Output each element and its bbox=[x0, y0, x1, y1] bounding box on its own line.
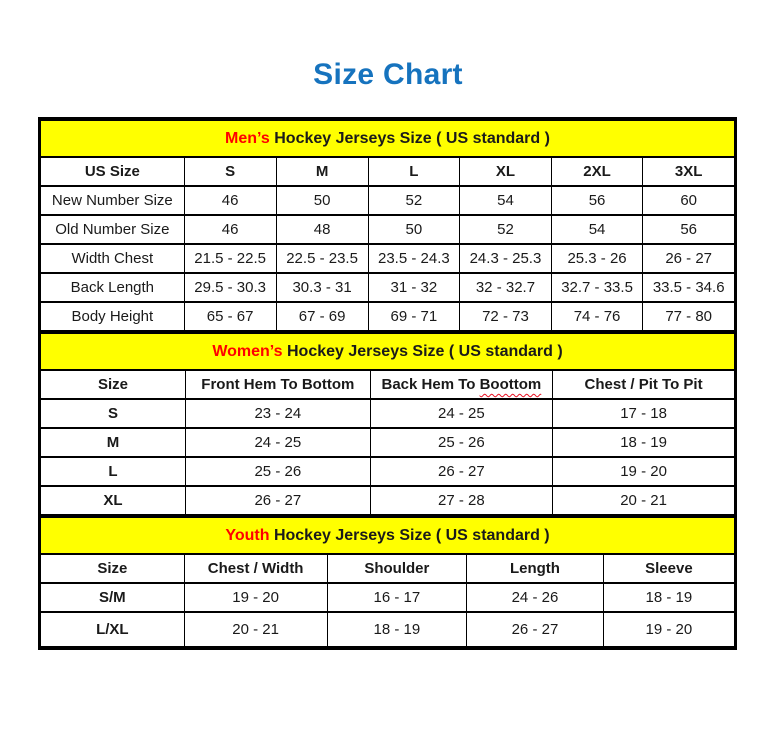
page-title: Size Chart bbox=[313, 58, 463, 91]
womens-banner-row bbox=[41, 333, 735, 370]
size-value-cell: 50 bbox=[276, 186, 368, 215]
mens-col-header-2xl: 2XL bbox=[551, 157, 643, 186]
row-label: S/M bbox=[41, 583, 185, 612]
row-label: Body Height bbox=[41, 302, 185, 331]
size-value-cell: 24 - 25 bbox=[186, 428, 371, 457]
size-value-cell: 69 - 71 bbox=[368, 302, 460, 331]
womens-col-header-size: Size bbox=[41, 370, 186, 399]
mens-banner-text: Hockey Jerseys Size ( US standard ) bbox=[274, 129, 550, 147]
mens-col-header-3xl: 3XL bbox=[643, 157, 735, 186]
size-value-cell: 23 - 24 bbox=[186, 399, 371, 428]
mens-size-table bbox=[40, 119, 735, 332]
size-value-cell: 72 - 73 bbox=[460, 302, 552, 331]
mens-col-header-m: M bbox=[276, 157, 368, 186]
size-value-cell: 52 bbox=[460, 215, 552, 244]
mens-row-body-height bbox=[41, 302, 735, 331]
size-value-cell: 74 - 76 bbox=[551, 302, 643, 331]
size-value-cell: 48 bbox=[276, 215, 368, 244]
mens-banner-row bbox=[41, 120, 735, 157]
size-value-cell: 46 bbox=[184, 215, 276, 244]
row-label: Back Length bbox=[41, 273, 185, 302]
youth-banner-row bbox=[41, 517, 735, 554]
youth-col-header-sleeve: Sleeve bbox=[603, 554, 734, 583]
size-value-cell: 26 - 27 bbox=[370, 457, 553, 486]
mens-row-old-number-size bbox=[41, 215, 735, 244]
size-value-cell: 56 bbox=[551, 186, 643, 215]
size-value-cell: 26 - 27 bbox=[467, 612, 604, 647]
size-value-cell: 22.5 - 23.5 bbox=[276, 244, 368, 273]
size-value-cell: 24.3 - 25.3 bbox=[460, 244, 552, 273]
size-value-cell: 26 - 27 bbox=[186, 486, 371, 515]
size-value-cell: 54 bbox=[551, 215, 643, 244]
size-chart-page bbox=[0, 58, 776, 650]
size-value-cell: 19 - 20 bbox=[553, 457, 735, 486]
youth-row-sm bbox=[41, 583, 735, 612]
youth-banner-text: Hockey Jerseys Size ( US standard ) bbox=[273, 526, 550, 544]
size-value-cell: 21.5 - 22.5 bbox=[184, 244, 276, 273]
womens-size-table bbox=[40, 332, 735, 516]
youth-row-lxl bbox=[41, 612, 735, 647]
size-value-cell: 32 - 32.7 bbox=[460, 273, 552, 302]
womens-row-m bbox=[41, 428, 735, 457]
womens-col-header-front-hem: Front Hem To Bottom bbox=[186, 370, 371, 399]
size-value-cell: 32.7 - 33.5 bbox=[551, 273, 643, 302]
mens-col-header-us-size: US Size bbox=[41, 157, 185, 186]
size-value-cell: 46 bbox=[184, 186, 276, 215]
mens-row-new-number-size bbox=[41, 186, 735, 215]
size-value-cell: 65 - 67 bbox=[184, 302, 276, 331]
size-value-cell: 26 - 27 bbox=[643, 244, 735, 273]
size-value-cell: 29.5 - 30.3 bbox=[184, 273, 276, 302]
misspelled-word-boottom: Boottom bbox=[479, 376, 542, 393]
womens-row-l bbox=[41, 457, 735, 486]
size-value-cell: 52 bbox=[368, 186, 460, 215]
row-label: New Number Size bbox=[41, 186, 185, 215]
size-value-cell: 27 - 28 bbox=[370, 486, 553, 515]
size-value-cell: 56 bbox=[643, 215, 735, 244]
size-value-cell: 20 - 21 bbox=[553, 486, 735, 515]
size-value-cell: 23.5 - 24.3 bbox=[368, 244, 460, 273]
mens-col-header-s: S bbox=[184, 157, 276, 186]
size-value-cell: 50 bbox=[368, 215, 460, 244]
mens-row-width-chest bbox=[41, 244, 735, 273]
youth-section-banner bbox=[41, 517, 735, 554]
youth-size-table bbox=[40, 516, 735, 648]
row-label: L bbox=[41, 457, 186, 486]
youth-col-header-length: Length bbox=[467, 554, 604, 583]
size-value-cell: 25.3 - 26 bbox=[551, 244, 643, 273]
size-value-cell: 30.3 - 31 bbox=[276, 273, 368, 302]
size-value-cell: 77 - 80 bbox=[643, 302, 735, 331]
womens-section-banner bbox=[41, 333, 735, 370]
mens-section-banner bbox=[41, 120, 735, 157]
size-value-cell: 25 - 26 bbox=[370, 428, 553, 457]
mens-row-back-length bbox=[41, 273, 735, 302]
youth-col-header-shoulder: Shoulder bbox=[327, 554, 466, 583]
mens-header-row bbox=[41, 157, 735, 186]
size-value-cell: 33.5 - 34.6 bbox=[643, 273, 735, 302]
size-value-cell: 24 - 26 bbox=[467, 583, 604, 612]
womens-row-s bbox=[41, 399, 735, 428]
womens-col-header-back-hem bbox=[370, 370, 553, 399]
back-hem-label: Back Hem To bbox=[381, 376, 476, 393]
size-value-cell: 19 - 20 bbox=[184, 583, 327, 612]
womens-row-xl bbox=[41, 486, 735, 515]
size-value-cell: 54 bbox=[460, 186, 552, 215]
size-value-cell: 19 - 20 bbox=[603, 612, 734, 647]
row-label: S bbox=[41, 399, 186, 428]
mens-col-header-l: L bbox=[368, 157, 460, 186]
row-label: L/XL bbox=[41, 612, 185, 647]
womens-banner-text: Hockey Jerseys Size ( US standard ) bbox=[287, 342, 563, 360]
size-value-cell: 18 - 19 bbox=[327, 612, 466, 647]
row-label: Old Number Size bbox=[41, 215, 185, 244]
size-chart-tables bbox=[38, 117, 737, 650]
size-value-cell: 31 - 32 bbox=[368, 273, 460, 302]
size-value-cell: 16 - 17 bbox=[327, 583, 466, 612]
row-label: XL bbox=[41, 486, 186, 515]
mens-col-header-xl: XL bbox=[460, 157, 552, 186]
row-label: Width Chest bbox=[41, 244, 185, 273]
size-value-cell: 60 bbox=[643, 186, 735, 215]
womens-banner-highlight: Women’s bbox=[212, 342, 283, 360]
youth-col-header-chest-width: Chest / Width bbox=[184, 554, 327, 583]
womens-col-header-chest: Chest / Pit To Pit bbox=[553, 370, 735, 399]
size-value-cell: 18 - 19 bbox=[603, 583, 734, 612]
size-value-cell: 25 - 26 bbox=[186, 457, 371, 486]
youth-col-header-size: Size bbox=[41, 554, 185, 583]
size-value-cell: 24 - 25 bbox=[370, 399, 553, 428]
size-value-cell: 18 - 19 bbox=[553, 428, 735, 457]
size-value-cell: 20 - 21 bbox=[184, 612, 327, 647]
womens-header-row bbox=[41, 370, 735, 399]
mens-banner-highlight: Men’s bbox=[225, 129, 270, 147]
size-value-cell: 17 - 18 bbox=[553, 399, 735, 428]
row-label: M bbox=[41, 428, 186, 457]
youth-header-row bbox=[41, 554, 735, 583]
size-value-cell: 67 - 69 bbox=[276, 302, 368, 331]
youth-banner-highlight: Youth bbox=[225, 526, 270, 544]
